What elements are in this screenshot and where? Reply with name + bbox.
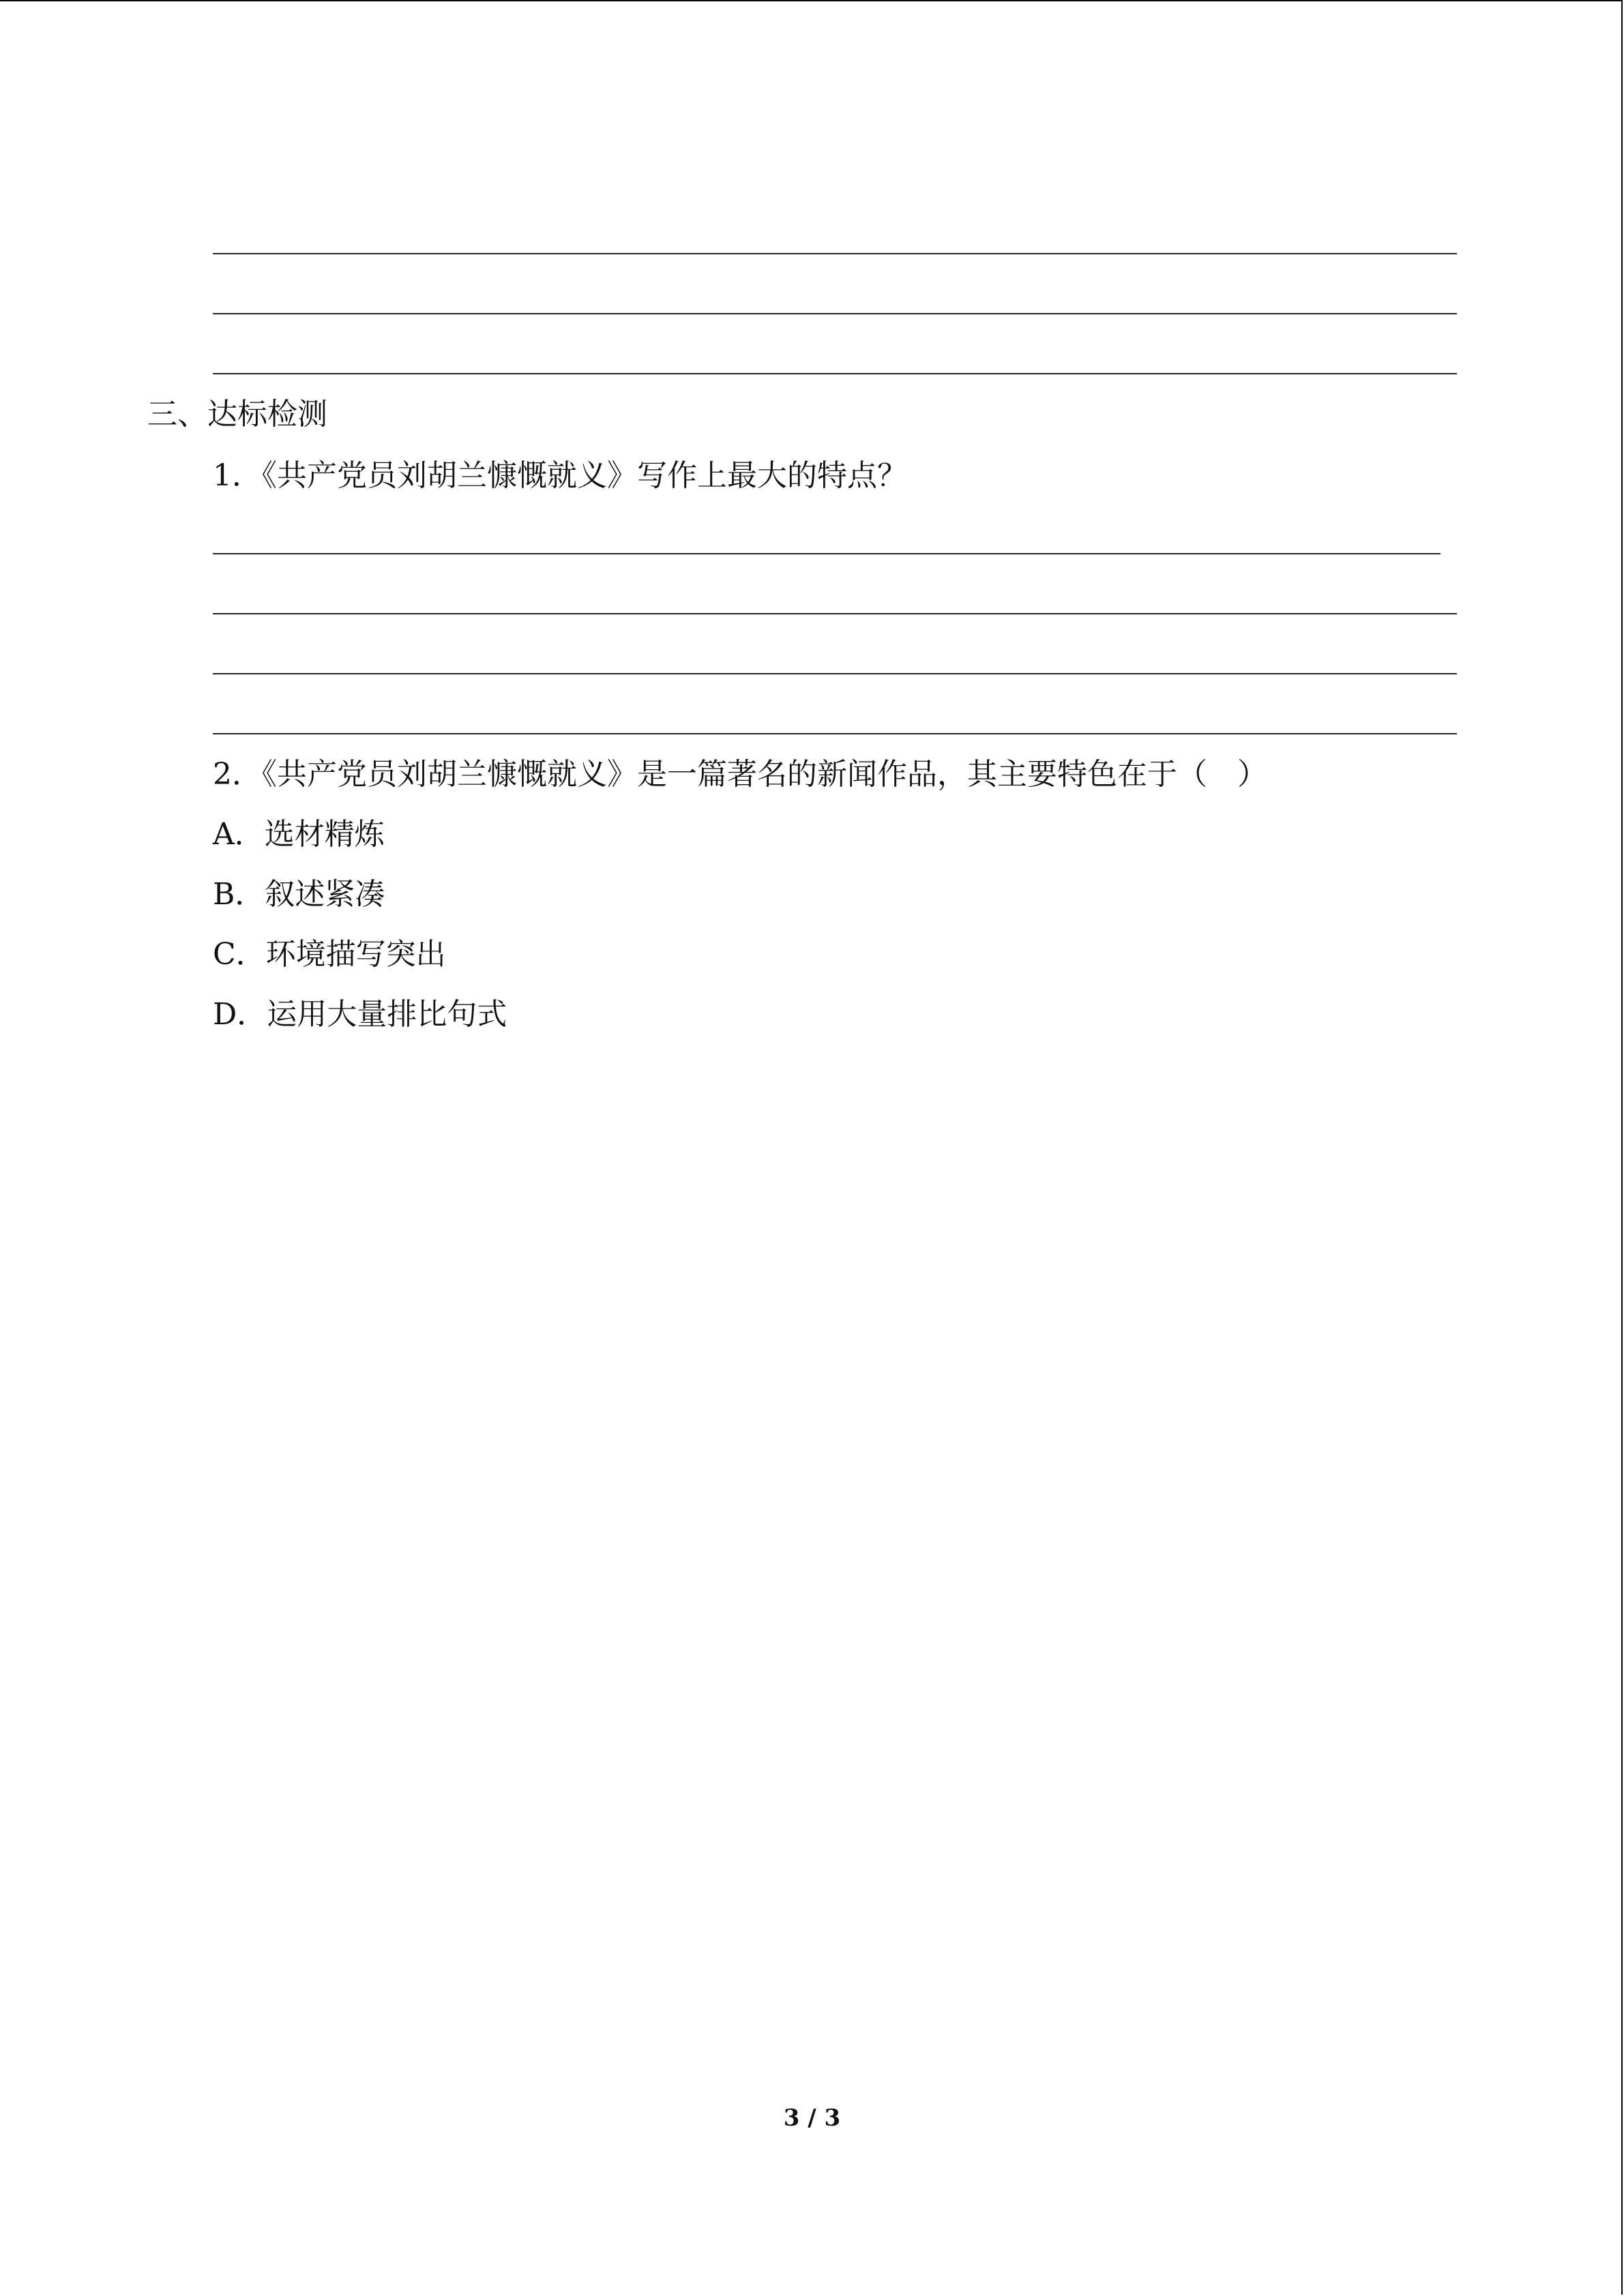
option-d bbox=[213, 994, 507, 1035]
answer-line bbox=[213, 553, 1441, 554]
option-c-text: 环境描写突出 bbox=[265, 937, 446, 972]
option-b-text: 叙述紧凑 bbox=[265, 877, 385, 912]
answer-line bbox=[213, 253, 1457, 254]
option-a-text: 选材精炼 bbox=[264, 817, 385, 852]
option-b-letter: B． bbox=[213, 877, 265, 912]
answer-line bbox=[213, 673, 1457, 674]
option-a bbox=[213, 814, 385, 855]
option-d-text: 运用大量排比句式 bbox=[267, 997, 507, 1032]
section-heading-text: 三、达标检测 bbox=[147, 397, 327, 432]
answer-line bbox=[213, 313, 1457, 314]
answer-line bbox=[213, 373, 1457, 374]
question-2-number: 2． bbox=[213, 757, 262, 792]
option-c bbox=[213, 934, 446, 975]
question-2-text: 《共产党员刘胡兰慷慨就义》是一篇著名的新闻作品，其主要特色在于（ ） bbox=[262, 757, 1267, 792]
answer-line bbox=[213, 733, 1457, 734]
option-a-letter: A． bbox=[213, 817, 265, 852]
question-2 bbox=[213, 754, 1267, 795]
question-1-number: 1． bbox=[213, 458, 262, 493]
answer-line bbox=[213, 613, 1457, 614]
option-c-letter: C． bbox=[213, 937, 266, 972]
option-d-letter: D． bbox=[213, 997, 267, 1032]
option-b bbox=[213, 874, 385, 915]
page-number: 3 / 3 bbox=[783, 2104, 841, 2132]
section-heading bbox=[147, 394, 327, 435]
question-1-text: 《共产党员刘胡兰慷慨就义》写作上最大的特点？ bbox=[262, 458, 907, 493]
question-1 bbox=[213, 456, 907, 496]
